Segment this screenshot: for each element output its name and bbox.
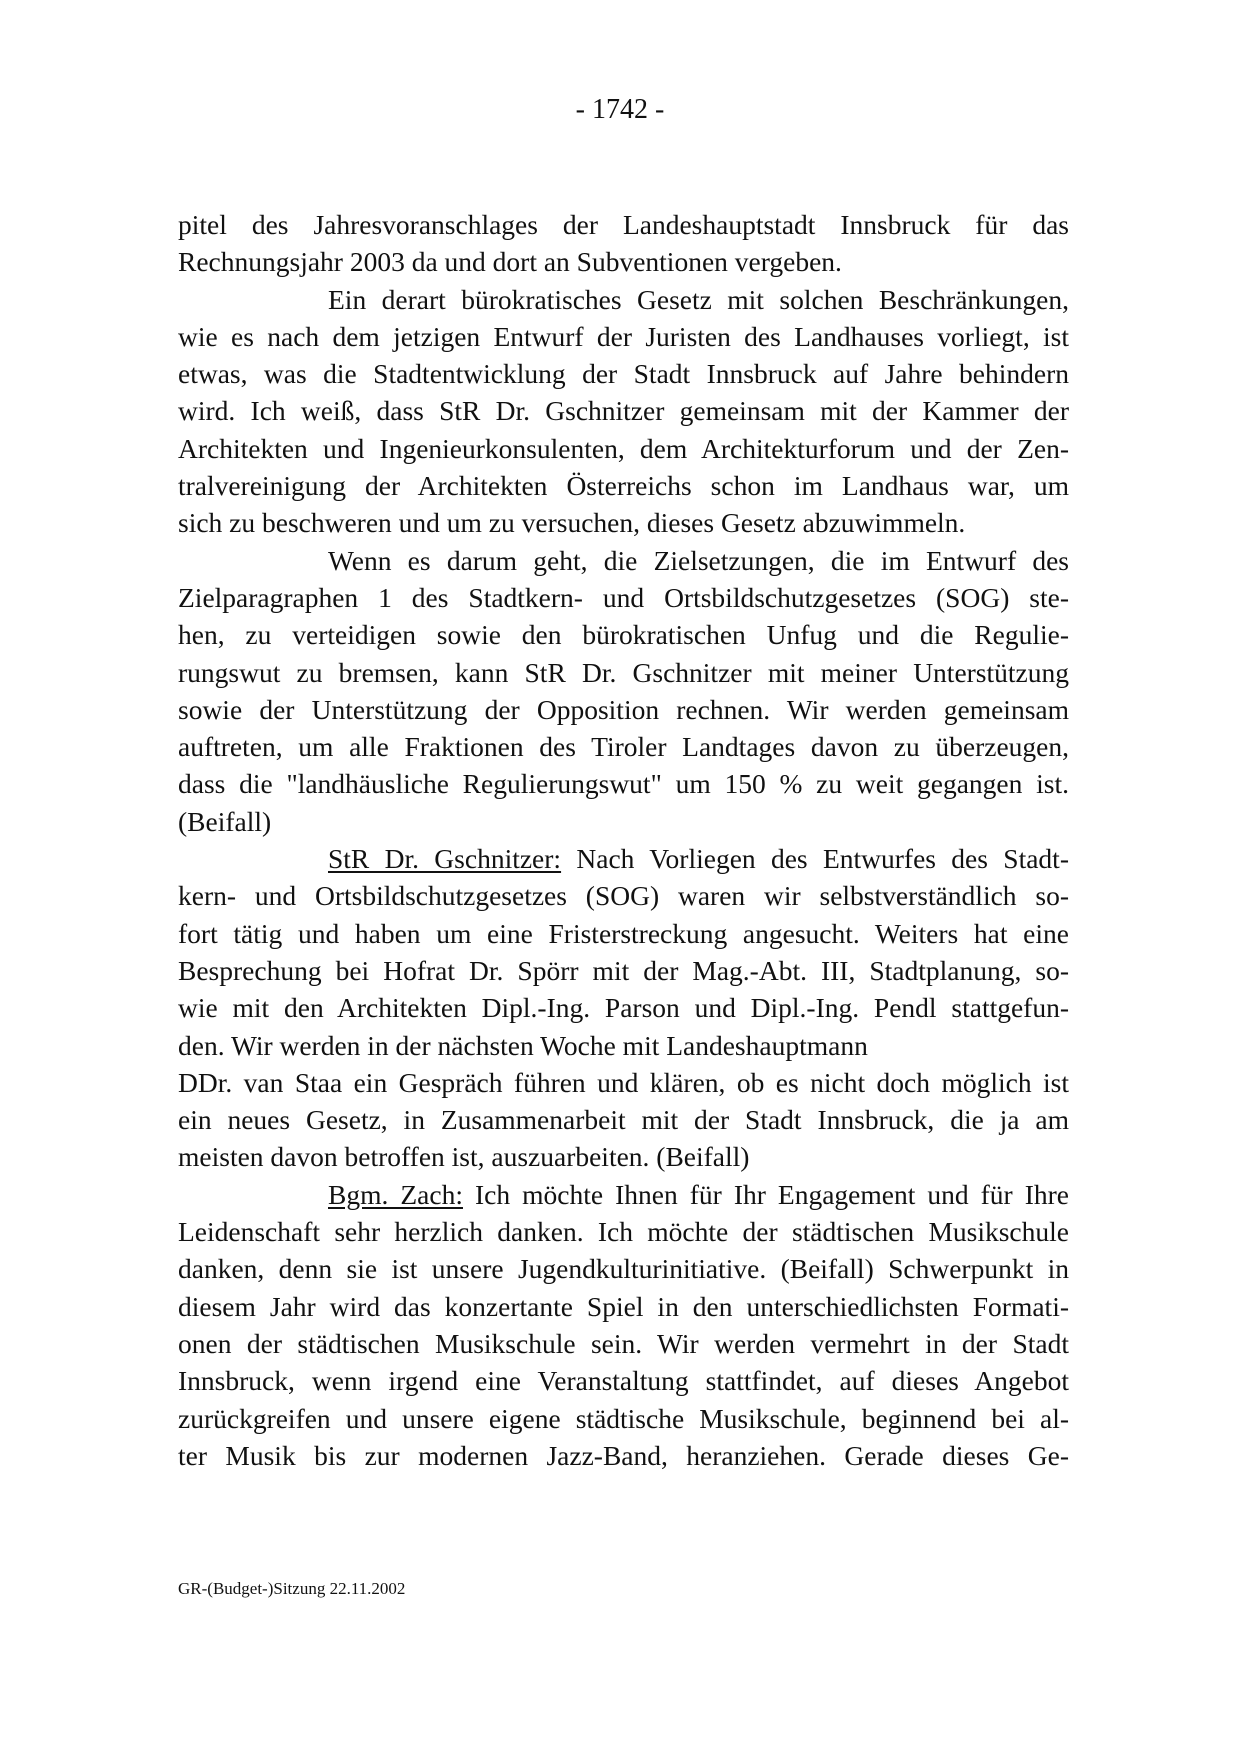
text-line: [178, 840, 1069, 877]
text-line: Innsbruck, wenn irgend eine Veranstaltung stattfindet, auf dieses Angebot: [178, 1365, 1069, 1397]
paragraph-5: [178, 1176, 1069, 1474]
text-line: kern- und Ortsbildschutzgesetzes (SOG) waren wir selbstverständlich so-: [178, 880, 1069, 912]
paragraph-1: [178, 206, 1069, 281]
text-line: ein neues Gesetz, in Zusammenarbeit mit der Stadt Innsbruck, die ja am: [178, 1104, 1069, 1136]
document-body: [178, 206, 1069, 1474]
text-line: wie es nach dem jetzigen Entwurf der Juristen des Landhauses vorliegt, ist: [178, 320, 1069, 352]
text-line: zurückgreifen und unsere eigene städtische Musikschule, beginnend bei al-: [178, 1402, 1069, 1434]
text-line: Besprechung bei Hofrat Dr. Spörr mit der Mag.-Abt. III, Stadtplanung, so-: [178, 954, 1069, 986]
text-line: dass die "landhäusliche Regulierungswut" um 150 % zu weit gegangen ist.: [178, 768, 1069, 800]
paragraph-2: [178, 281, 1069, 542]
text-line: DDr. van Staa ein Gespräch führen und klären, ob es nicht doch möglich ist: [178, 1066, 1069, 1098]
text-line: Leidenschaft sehr herzlich danken. Ich möchte der städtischen Musikschule: [178, 1216, 1069, 1248]
speaker-name: Bgm. Zach:: [328, 1178, 463, 1210]
text-line: fort tätig und haben um eine Fristerstreckung angesucht. Weiters hat eine: [178, 917, 1069, 949]
text-line: diesem Jahr wird das konzertante Spiel in den unterschiedlichsten Formati-: [178, 1290, 1069, 1322]
text-line: Zielparagraphen 1 des Stadtkern- und Ortsbildschutzgesetzes (SOG) ste-: [178, 581, 1069, 613]
paragraph-3: [178, 542, 1069, 840]
text-line: Rechnungsjahr 2003 da und dort an Subventionen vergeben.: [178, 246, 842, 278]
text-line: rungswut zu bremsen, kann StR Dr. Gschnitzer mit meiner Unterstützung: [178, 656, 1069, 688]
text-line-content: Nach Vorliegen des Entwurfes des Stadt-: [561, 843, 1069, 875]
text-line: meisten davon betroffen ist, auszuarbeiten. (Beifall): [178, 1141, 750, 1173]
text-line: Architekten und Ingenieurkonsulenten, dem Architekturforum und der Zen-: [178, 432, 1069, 464]
text-line: Wenn es darum geht, die Zielsetzungen, die im Entwurf des: [328, 544, 1069, 576]
paragraph-4: [178, 840, 1069, 1176]
text-line: [178, 1176, 1069, 1213]
text-line: tralvereinigung der Architekten Österreichs schon im Landhaus war, um: [178, 470, 1069, 502]
speaker-name: StR Dr. Gschnitzer:: [328, 843, 562, 875]
text-line: den. Wir werden in der nächsten Woche mit Landeshauptmann: [178, 1029, 868, 1061]
page-footer: GR-(Budget-)Sitzung 22.11.2002: [178, 1579, 406, 1598]
text-line: ter Musik bis zur modernen Jazz-Band, heranziehen. Gerade dieses Ge-: [178, 1439, 1069, 1471]
text-line: wie mit den Architekten Dipl.-Ing. Parson und Dipl.-Ing. Pendl stattgefun-: [178, 992, 1069, 1024]
page-number: - 1742 -: [575, 94, 665, 125]
text-line: auftreten, um alle Fraktionen des Tiroler Landtages davon zu überzeugen,: [178, 731, 1069, 763]
text-line: onen der städtischen Musikschule sein. Wir werden vermehrt in der Stadt: [178, 1327, 1069, 1359]
text-line: sowie der Unterstützung der Opposition rechnen. Wir werden gemeinsam: [178, 693, 1069, 725]
text-line: danken, denn sie ist unsere Jugendkulturinitiative. (Beifall) Schwerpunkt in: [178, 1253, 1069, 1285]
text-line: pitel des Jahresvoranschlages der Landeshauptstadt Innsbruck für das: [178, 209, 1069, 240]
text-line-content: Ich möchte Ihnen für Ihr Engagement und für Ihre: [462, 1178, 1069, 1210]
text-line: etwas, was die Stadtentwicklung der Stadt Innsbruck auf Jahre behindern: [178, 358, 1069, 390]
text-line: (Beifall): [178, 805, 272, 837]
text-line: sich zu beschweren und um zu versuchen, dieses Gesetz abzuwimmeln.: [178, 507, 966, 539]
text-line: hen, zu verteidigen sowie den bürokratischen Unfug und die Regulie-: [178, 619, 1069, 651]
text-line: Ein derart bürokratisches Gesetz mit solchen Beschränkungen,: [328, 283, 1069, 315]
text-line: wird. Ich weiß, dass StR Dr. Gschnitzer gemeinsam mit der Kammer der: [178, 395, 1069, 427]
